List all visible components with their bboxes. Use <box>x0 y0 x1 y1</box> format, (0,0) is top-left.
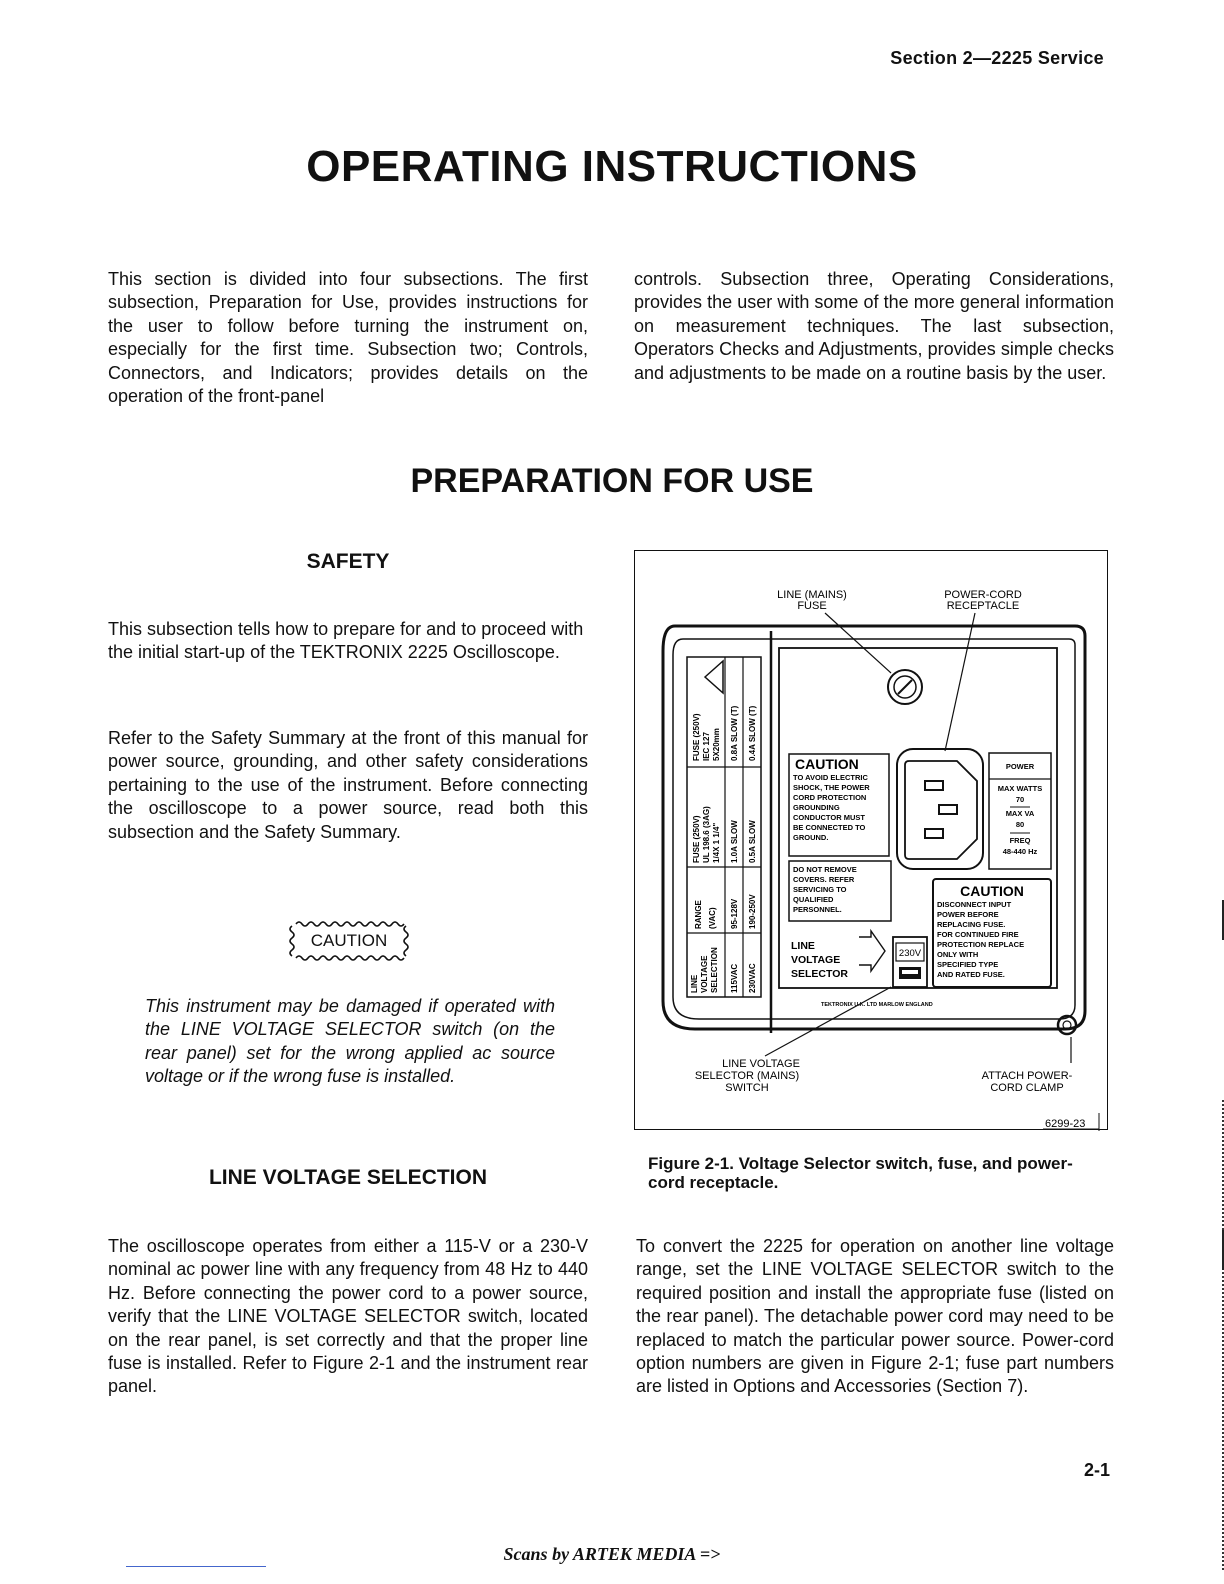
svg-text:LINE VOLTAGE: LINE VOLTAGE <box>722 1058 800 1070</box>
figure-caption: Figure 2-1. Voltage Selector switch, fuse, and power-cord receptacle. <box>648 1154 1073 1192</box>
selector-switch-icon <box>893 937 927 987</box>
svg-text:GROUNDING: GROUNDING <box>793 803 840 812</box>
safety-heading: SAFETY <box>306 550 390 573</box>
page-title: OPERATING INSTRUCTIONS <box>306 142 918 191</box>
svg-text:REPLACING FUSE.: REPLACING FUSE. <box>937 920 1006 929</box>
fuse-b-label-3: 1/4X 1 1/4" <box>712 822 721 863</box>
section-header: Section 2—2225 Service <box>890 48 1104 68</box>
svg-text:SHOCK, THE POWER: SHOCK, THE POWER <box>793 783 870 792</box>
svg-text:VOLTAGE: VOLTAGE <box>791 954 841 966</box>
caution1-title: CAUTION <box>795 756 859 772</box>
label-receptacle-1: POWER-CORD <box>944 589 1022 601</box>
intro-columns <box>108 268 1114 408</box>
label-receptacle-2: RECEPTACLE <box>946 600 1020 612</box>
fuse-a-value-1: 0.8A SLOW (T) <box>730 705 739 761</box>
svg-text:BE CONNECTED TO: BE CONNECTED TO <box>793 823 866 832</box>
svg-text:POWER: POWER <box>1005 762 1035 771</box>
svg-text:FOR CONTINUED FIRE: FOR CONTINUED FIRE <box>937 930 1019 939</box>
selector-value: 230V <box>898 948 922 959</box>
fuse-a-label-3: 5X20mm <box>712 728 721 761</box>
selection-label-3: SELECTION <box>710 947 719 993</box>
caution-text: This instrument may be damaged if operated with the LINE VOLTAGE SELECTOR switch (on the rear panel) set for the wrong applied ac source voltage or if the wrong fuse is installed. <box>145 996 555 1087</box>
fuse-b-label: FUSE (250V) <box>692 815 701 863</box>
svg-text:PERSONNEL.: PERSONNEL. <box>793 905 842 914</box>
figure-number: 6299-23 <box>1045 1118 1086 1130</box>
selection-value-1: 115VAC <box>730 963 739 993</box>
rear-panel-diagram <box>635 551 1109 1131</box>
line-voltage-paragraph-1: The oscilloscope operates from either a 115-V or a 230-V nominal ac power line with any frequency from 48 Hz to 440 Hz. Before connecting the power cord to a power source, verify that the LINE VOLTAGE SELECTOR switch, located on the rear panel, is set correctly and that the proper line fuse is installed. Refer to Figure 2-1 and the instrument rear panel. <box>108 1236 588 1397</box>
clamp-screw-icon <box>1058 1016 1076 1034</box>
line-voltage-heading: LINE VOLTAGE SELECTION <box>208 1166 488 1189</box>
svg-text:POWER BEFORE: POWER BEFORE <box>937 910 999 919</box>
svg-text:48-440 Hz: 48-440 Hz <box>1002 847 1038 856</box>
svg-text:SERVICING TO: SERVICING TO <box>793 885 847 894</box>
svg-text:70: 70 <box>1015 795 1025 804</box>
maker-label: TEKTRONIX U.K. LTD MARLOW ENGLAND <box>821 1002 933 1008</box>
fuse-a-label: FUSE (250V) <box>692 713 701 761</box>
svg-text:PROTECTION REPLACE: PROTECTION REPLACE <box>937 940 1025 949</box>
svg-text:AND RATED FUSE.: AND RATED FUSE. <box>937 970 1005 979</box>
selection-label-2: VOLTAGE <box>700 955 709 993</box>
svg-text:SWITCH: SWITCH <box>725 1082 769 1094</box>
selection-label: LINE <box>690 974 699 993</box>
section-subtitle: PREPARATION FOR USE <box>410 462 814 500</box>
svg-text:CONDUCTOR MUST: CONDUCTOR MUST <box>793 813 865 822</box>
svg-text:COVERS. REFER: COVERS. REFER <box>793 875 855 884</box>
fuse-b-label-2: UL 198.6 (3AG) <box>702 806 711 863</box>
svg-text:SPECIFIED TYPE: SPECIFIED TYPE <box>937 960 999 969</box>
svg-text:SELECTOR (MAINS): SELECTOR (MAINS) <box>694 1070 800 1082</box>
svg-text:FREQ: FREQ <box>1009 836 1031 845</box>
svg-text:QUALIFIED: QUALIFIED <box>793 895 834 904</box>
label-fuse-1: LINE (MAINS) <box>777 589 847 601</box>
intro-col-2: controls. Subsection three, Operating Considerations, provides the user with some of the more general information on measurement techniques. The last subsection, Operators Checks and Adjustments, provides simple checks and adjustments to be made on a routine basis by the user. <box>634 269 1114 383</box>
fuse-a-value-2: 0.4A SLOW (T) <box>748 705 757 761</box>
selection-value-2: 230VAC <box>748 963 757 993</box>
svg-text:LINE: LINE <box>791 940 815 952</box>
page-number: 2-1 <box>1083 1460 1110 1480</box>
svg-text:GROUND.: GROUND. <box>793 833 829 842</box>
caution-badge <box>286 918 412 964</box>
caution2-title: CAUTION <box>960 883 1024 899</box>
range-value-2: 190-250V <box>748 894 757 929</box>
safety-paragraph-1: This subsection tells how to prepare for and to proceed with the initial start-up of the TEKTRONIX 2225 Oscilloscope. <box>108 619 584 663</box>
warning-triangle-icon <box>705 661 723 693</box>
footer-link-line <box>126 1566 266 1567</box>
range-value-1: 95-128V <box>730 898 739 929</box>
line-voltage-paragraph-2: To convert the 2225 for operation on another line voltage range, set the LINE VOLTAGE SELECTOR switch to the required position and install the appropriate fuse (listed on the rear panel). The detachable power cord may need to be replaced to match the particular power source. Power-cord option numbers are given in Figure 2-1; fuse part numbers are listed in Options and Accessories (Section 7). <box>636 1236 1114 1397</box>
svg-text:DO NOT REMOVE: DO NOT REMOVE <box>793 865 857 874</box>
figure-rear-panel <box>634 550 1108 1130</box>
range-label: RANGE <box>694 900 703 929</box>
intro-col-1: This section is divided into four subsections. The first subsection, Preparation for Use, provides instructions for the user to follow before turning the instrument on, especially for the first time. Subsection two; Controls, Connectors, and Indicators; provides details on the operation of the front-panel <box>108 269 588 407</box>
svg-text:ATTACH POWER-: ATTACH POWER- <box>981 1070 1073 1082</box>
fuse-b-value-2: 0.5A SLOW <box>748 820 757 863</box>
svg-text:DISCONNECT INPUT: DISCONNECT INPUT <box>937 900 1012 909</box>
fuse-a-label-2: IEC 127 <box>702 732 711 761</box>
svg-text:SELECTOR: SELECTOR <box>791 968 848 980</box>
svg-text:CORD PROTECTION: CORD PROTECTION <box>793 793 867 802</box>
svg-text:CORD CLAMP: CORD CLAMP <box>990 1082 1064 1094</box>
svg-text:TO AVOID ELECTRIC: TO AVOID ELECTRIC <box>793 773 868 782</box>
svg-text:80: 80 <box>1015 820 1025 829</box>
svg-text:MAX VA: MAX VA <box>1005 809 1035 818</box>
fuse-b-value-1: 1.0A SLOW <box>730 820 739 863</box>
range-label-2: (VAC) <box>708 907 717 929</box>
svg-text:ONLY WITH: ONLY WITH <box>937 950 979 959</box>
svg-text:MAX WATTS: MAX WATTS <box>997 784 1043 793</box>
label-fuse-2: FUSE <box>797 600 827 612</box>
scan-credit: Scans by ARTEK MEDIA => <box>503 1544 721 1564</box>
caution-label: CAUTION <box>310 931 388 950</box>
safety-paragraph-2: Refer to the Safety Summary at the front of this manual for power source, grounding, and other safety considerations pertaining to the use of the instrument. Before connecting the oscilloscope to a power source, read both this subsection and the Safety Summary. <box>108 728 588 842</box>
